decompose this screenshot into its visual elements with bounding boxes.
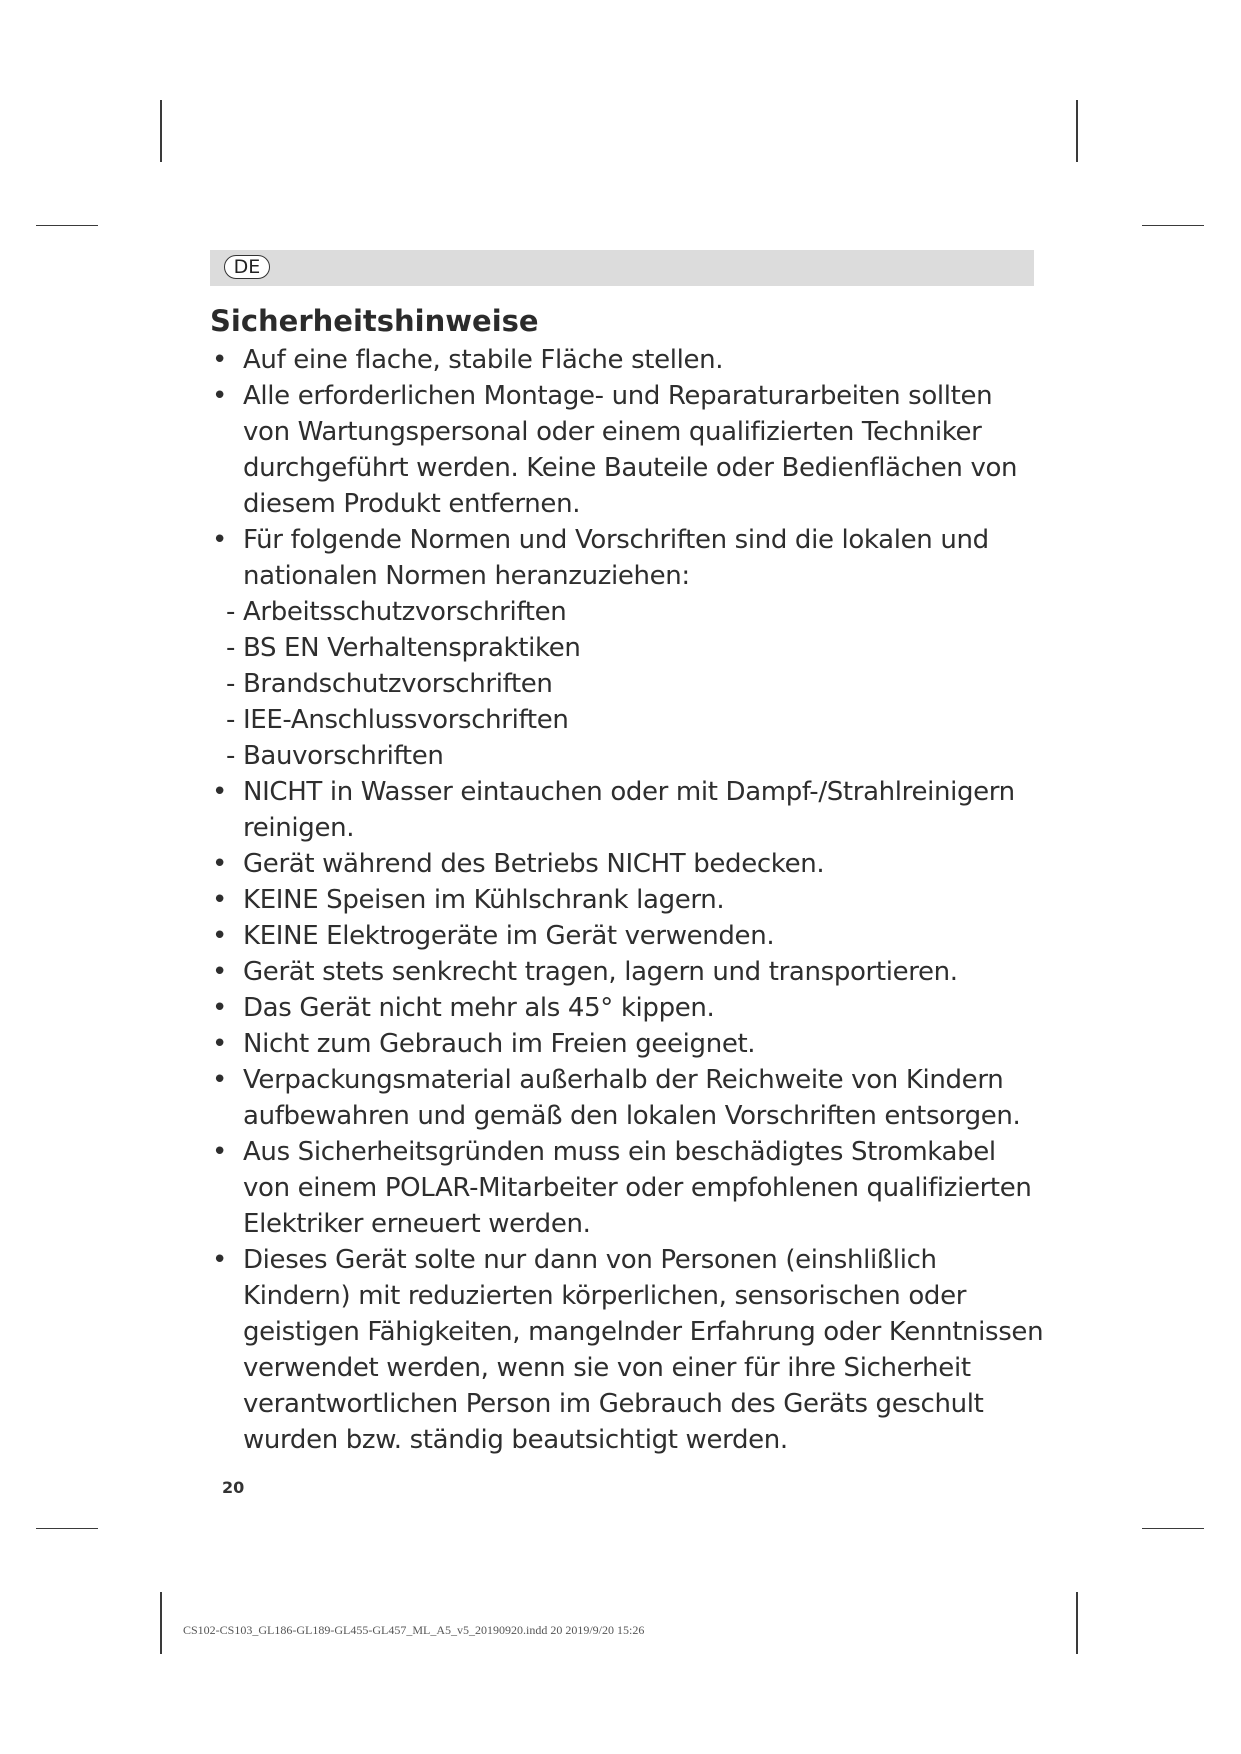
item-line: • Nicht zum Gebrauch im Freien geeignet. (243, 1029, 756, 1059)
sub-item (210, 666, 1090, 702)
bullet-item (210, 954, 1090, 990)
sub-item (210, 702, 1090, 738)
bullet-item (210, 918, 1090, 954)
item-line: - Arbeitsschutzvorschriften (226, 597, 567, 627)
item-line: von einem POLAR-Mitarbeiter oder empfohlenen qualifizierten (243, 1173, 1032, 1203)
language-header-bar (210, 250, 1034, 286)
item-line: - Brandschutzvorschriften (226, 669, 553, 699)
item-line: verwendet werden, wenn sie von einer für ihre Sicherheit (243, 1353, 971, 1383)
safety-notes (210, 342, 1090, 1458)
crop-mark-left-lower (36, 1528, 98, 1529)
item-line: reinigen. (243, 813, 355, 843)
sub-item (210, 630, 1090, 666)
item-line: • Alle erforderlichen Montage- und Reparaturarbeiten sollten (243, 381, 993, 411)
page-number: 20 (222, 1478, 245, 1497)
item-line: • Verpackungsmaterial außerhalb der Reichweite von Kindern (243, 1065, 1004, 1095)
item-line: von Wartungspersonal oder einem qualifizierten Techniker (243, 417, 982, 447)
sub-item (210, 738, 1090, 774)
language-badge: DE (224, 255, 270, 279)
item-line: • NICHT in Wasser eintauchen oder mit Dampf-/Strahlreinigern (243, 777, 1015, 807)
bullet-item (210, 1026, 1090, 1062)
item-line: • Gerät während des Betriebs NICHT bedecken. (243, 849, 825, 879)
item-line: geistigen Fähigkeiten, mangelnder Erfahrung oder Kenntnissen (243, 1317, 1044, 1347)
crop-mark-top-left (160, 100, 162, 162)
bullet-item (210, 846, 1090, 882)
crop-mark-top-right (1076, 100, 1078, 162)
item-line: nationalen Normen heranzuziehen: (243, 561, 690, 591)
item-line: - IEE-Anschlussvorschriften (226, 705, 569, 735)
bullet-item (210, 1062, 1090, 1134)
safety-notes-list (210, 342, 1090, 1458)
bullet-item (210, 342, 1090, 378)
item-line: aufbewahren und gemäß den lokalen Vorschriften entsorgen. (243, 1101, 1021, 1131)
bullet-item (210, 1134, 1090, 1242)
item-line: • Gerät stets senkrecht tragen, lagern und transportieren. (243, 957, 958, 987)
print-slug: CS102-CS103_GL186-GL189-GL455-GL457_ML_A5_v5_20190920.indd 20 2019/9/20 15:26 (183, 1623, 645, 1637)
item-line: verantwortlichen Person im Gebrauch des Geräts geschult (243, 1389, 984, 1419)
item-line: • KEINE Elektrogeräte im Gerät verwenden. (243, 921, 775, 951)
item-line: • Auf eine flache, stabile Fläche stellen. (243, 345, 724, 375)
item-line: diesem Produkt entfernen. (243, 489, 581, 519)
crop-mark-left-upper (36, 225, 98, 226)
item-line: Elektriker erneuert werden. (243, 1209, 591, 1239)
item-line: - Bauvorschriften (226, 741, 444, 771)
crop-mark-right-upper (1142, 225, 1204, 226)
item-line: Kindern) mit reduzierten körperlichen, sensorischen oder (243, 1281, 967, 1311)
bullet-item (210, 1242, 1090, 1458)
crop-mark-bottom-left (160, 1592, 162, 1654)
sub-item (210, 594, 1090, 630)
item-line: - BS EN Verhaltenspraktiken (226, 633, 581, 663)
crop-mark-right-lower (1142, 1528, 1204, 1529)
section-title: Sicherheitshinweise (210, 304, 539, 338)
item-line: • Für folgende Normen und Vorschriften sind die lokalen und (243, 525, 989, 555)
bullet-item (210, 522, 1090, 594)
bullet-item (210, 774, 1090, 846)
item-line: wurden bzw. ständig beautsichtigt werden. (243, 1425, 788, 1455)
bullet-item (210, 378, 1090, 522)
item-line: durchgeführt werden. Keine Bauteile oder Bedienflächen von (243, 453, 1018, 483)
item-line: • Dieses Gerät solte nur dann von Personen (einshlißlich (243, 1245, 937, 1275)
crop-mark-bottom-right (1076, 1592, 1078, 1654)
item-line: • Aus Sicherheitsgründen muss ein beschädigtes Stromkabel (243, 1137, 996, 1167)
item-line: • Das Gerät nicht mehr als 45° kippen. (243, 993, 715, 1023)
bullet-item (210, 990, 1090, 1026)
item-line: • KEINE Speisen im Kühlschrank lagern. (243, 885, 725, 915)
bullet-item (210, 882, 1090, 918)
